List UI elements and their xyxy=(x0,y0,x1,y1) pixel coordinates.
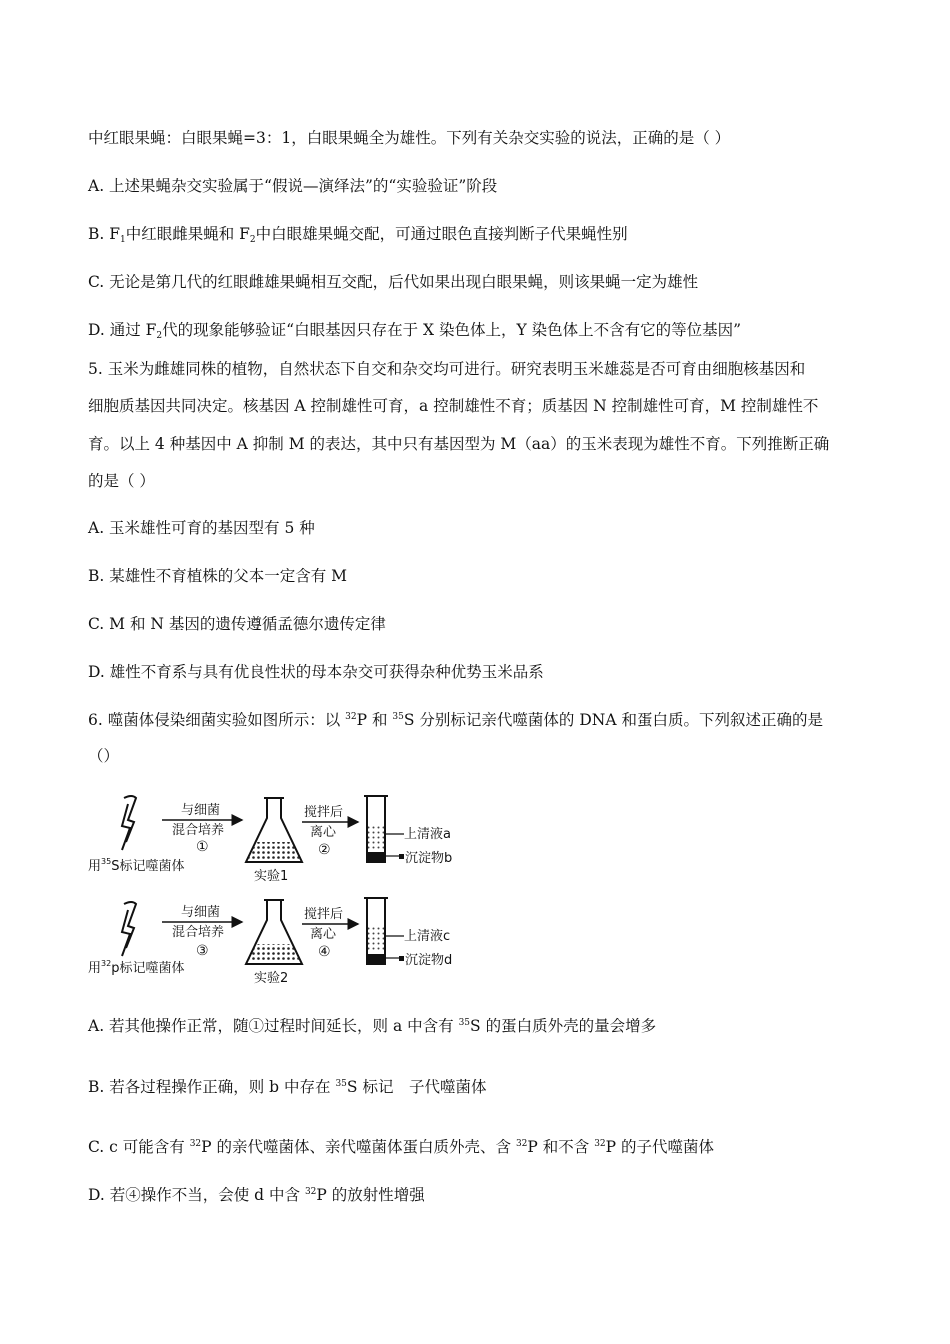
exp2-flask-label: 实验2 xyxy=(254,971,289,986)
phage-icon xyxy=(122,796,136,850)
q4-option-c: C. 无论是第几代的红眼雌雄果蝇相互交配，后代如果出现白眼果蝇，则该果蝇一定为雄性 xyxy=(88,273,699,291)
exp1-step1-top: 与细菌 xyxy=(181,803,221,818)
exp2-sediment: 沉淀物d xyxy=(405,953,453,968)
q5-stem-line4: 的是（ ） xyxy=(88,472,155,490)
q5-option-b: B. 某雄性不育植株的父本一定含有 M xyxy=(88,567,348,585)
exp1-step2-bottom: 离心 xyxy=(310,825,337,840)
q6-stem: 6. 噬菌体侵染细菌实验如图所示：以 $^{32}$P 和 $^{35}$S 分别标记亲代噬菌体的 DNA 和蛋白质。下列叙述正确的是 xyxy=(88,711,823,729)
exp1-supernatant: 上清液a xyxy=(404,827,451,842)
phage-experiment-diagram xyxy=(86,790,486,990)
q4-option-b: B. $F_1$中红眼雌果蝇和 $F_2$中白眼雄果蝇交配，可通过眼色直接判断子代果蝇性别 xyxy=(88,225,628,245)
exp2-step1-num: ③ xyxy=(196,943,209,959)
q5-option-d: D. 雄性不育系与具有优良性状的母本杂交可获得杂种优势玉米品系 xyxy=(88,663,544,681)
q6-option-d: D. 若④操作不当，会使 d 中含 $^{32}$P 的放射性增强 xyxy=(88,1186,425,1204)
exp1-step1-num: ① xyxy=(196,839,209,855)
exp1-step1-bottom: 混合培养 xyxy=(172,823,225,838)
q6-stem-bracket: （） xyxy=(88,747,120,765)
q5-option-c: C. M 和 N 基因的遗传遵循孟德尔遗传定律 xyxy=(88,615,386,633)
experiment-2-row xyxy=(88,898,452,986)
exp2-phage-label: 用$^{32}$p标记噬菌体 xyxy=(88,959,185,976)
exp1-flask-label: 实验1 xyxy=(254,869,289,884)
exp2-step2-top: 搅拌后 xyxy=(304,907,344,922)
experiment-1-row xyxy=(88,796,452,884)
q5-stem-line3: 育。以上 4 种基因中 A 抑制 M 的表达，其中只有基因型为 M（aa）的玉米表现为雄性不育。下列推断正确 xyxy=(88,435,830,453)
q4-stem-end: 中红眼果蝇：白眼果蝇=3：1，白眼果蝇全为雄性。下列有关杂交实验的说法，正确的是（ ） xyxy=(88,129,731,147)
q6-option-a: A. 若其他操作正常，随①过程时间延长，则 a 中含有 $^{35}$S 的蛋白质外壳的量会增多 xyxy=(88,1017,657,1035)
q4-option-a: A. 上述果蝇杂交实验属于“假说—演绎法”的“实验验证”阶段 xyxy=(88,177,498,195)
exp2-supernatant: 上清液c xyxy=(404,929,451,944)
exp2-step1-bottom: 混合培养 xyxy=(172,925,225,940)
exp1-sediment: 沉淀物b xyxy=(405,851,453,866)
q6-option-c: C. c 可能含有 $^{32}$P 的亲代噬菌体、亲代噬菌体蛋白质外壳、含 $^{32}$P 和不含 $^{32}$P 的子代噬菌体 xyxy=(88,1138,715,1156)
exp2-step2-bottom: 离心 xyxy=(310,927,337,942)
q6-option-b: B. 若各过程操作正确，则 b 中存在 $^{35}$S 标记 子代噬菌体 xyxy=(88,1078,487,1096)
exp1-step2-top: 搅拌后 xyxy=(304,805,344,820)
q5-option-a: A. 玉米雄性可育的基因型有 5 种 xyxy=(88,519,315,537)
q4-option-d: D. 通过 $F_2$代的现象能够验证“白眼基因只存在于 X 染色体上，Y 染色体上不含有它的等位基因” xyxy=(88,321,742,341)
phage-icon xyxy=(122,902,136,956)
exp1-step2-num: ② xyxy=(318,842,331,858)
q5-stem-line1: 5. 玉米为雌雄同株的植物，自然状态下自交和杂交均可进行。研究表明玉米雄蕊是否可育由细胞核基因和 xyxy=(88,360,806,378)
exp1-phage-label: 用$^{35}$S标记噬菌体 xyxy=(88,857,185,874)
q5-stem-line2: 细胞质基因共同决定。核基因 A 控制雄性可育，a 控制雄性不育；质基因 N 控制雄性可育，M 控制雄性不 xyxy=(88,397,819,415)
exp2-step1-top: 与细菌 xyxy=(181,905,221,920)
exp2-step2-num: ④ xyxy=(318,944,331,960)
